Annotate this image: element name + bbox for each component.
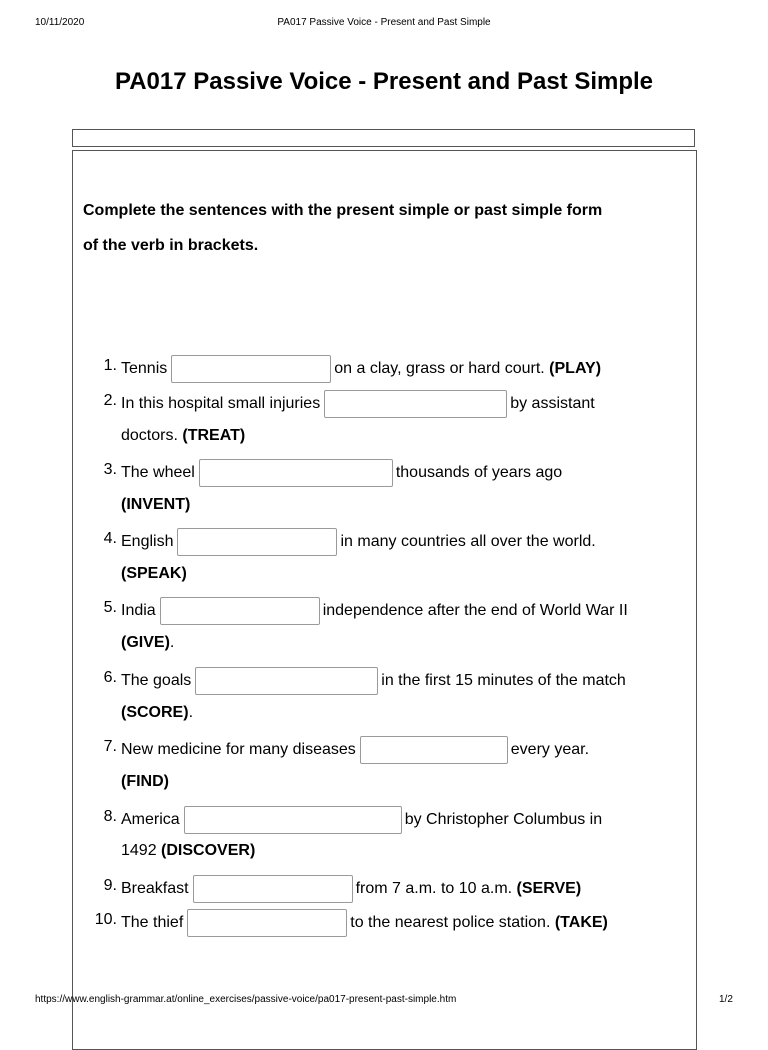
- item-number: 7.: [103, 738, 117, 755]
- item-number: 3.: [103, 461, 117, 478]
- item-text-before: India: [121, 602, 156, 620]
- item-verb: (TAKE): [554, 914, 608, 932]
- print-header-title: PA017 Passive Voice - Present and Past Simple: [277, 17, 491, 28]
- instructions-line-2: of the verb in brackets.: [83, 237, 259, 254]
- item-verb: (TREAT): [182, 427, 246, 444]
- page-title: PA017 Passive Voice - Present and Past Simple: [114, 68, 654, 95]
- print-footer-url: https://www.english-grammar.at/online_exercises/passive-voice/pa017-present-past-simple.htm: [35, 994, 457, 1005]
- item-text-before: English: [121, 533, 174, 551]
- item-verb: (FIND): [121, 773, 169, 790]
- item-text-cont: doctors.: [121, 427, 178, 444]
- answer-input-3[interactable]: [199, 459, 393, 487]
- answer-input-7[interactable]: [360, 736, 508, 764]
- item-text-cont: 1492: [121, 842, 157, 859]
- item-text-after: thousands of years ago: [395, 464, 563, 482]
- instructions: [83, 193, 693, 263]
- item-text-after: by Christopher Columbus in: [404, 811, 603, 829]
- item-number: 9.: [103, 877, 117, 894]
- item-text-before: Tennis: [121, 360, 168, 378]
- item-text-after: to the nearest police station.: [350, 914, 551, 932]
- item-text-before: New medicine for many diseases: [121, 741, 356, 759]
- print-page-number: 1/2: [719, 994, 733, 1005]
- item-text-after: in many countries all over the world.: [340, 533, 596, 551]
- item-number: 5.: [103, 599, 117, 616]
- item-text-after: by assistant: [510, 395, 595, 413]
- instructions-line-1: Complete the sentences with the present simple or past simple form: [83, 202, 603, 219]
- item-verb: (SCORE): [121, 704, 189, 721]
- item-text-before: The thief: [121, 914, 184, 932]
- item-text-before: In this hospital small injuries: [121, 395, 321, 413]
- item-verb: (DISCOVER): [161, 842, 256, 859]
- print-date: 10/11/2020: [35, 17, 85, 28]
- item-tail: .: [188, 704, 194, 721]
- item-text-after: from 7 a.m. to 10 a.m.: [355, 880, 513, 898]
- item-verb: (SPEAK): [121, 565, 187, 582]
- item-text-before: America: [121, 811, 180, 829]
- answer-input-2[interactable]: [324, 390, 507, 418]
- answer-input-1[interactable]: [171, 355, 331, 383]
- item-tail: .: [169, 634, 175, 651]
- item-text-after: every year.: [510, 741, 590, 759]
- item-number: 4.: [103, 530, 117, 547]
- header-box: [72, 129, 695, 147]
- answer-input-9[interactable]: [193, 875, 353, 903]
- item-text-before: The goals: [121, 672, 192, 690]
- item-number: 8.: [103, 808, 117, 825]
- item-verb: (PLAY): [549, 360, 602, 378]
- item-text-before: The wheel: [121, 464, 195, 482]
- item-text-after: independence after the end of World War II: [322, 602, 628, 620]
- answer-input-6[interactable]: [195, 667, 378, 695]
- answer-input-4[interactable]: [177, 528, 337, 556]
- item-text-before: Breakfast: [121, 880, 189, 898]
- item-text-after: on a clay, grass or hard court.: [334, 360, 545, 378]
- item-number: 2.: [103, 392, 117, 409]
- answer-input-8[interactable]: [184, 806, 402, 834]
- answer-input-10[interactable]: [187, 909, 347, 937]
- item-text-after: in the first 15 minutes of the match: [381, 672, 626, 690]
- item-verb: (SERVE): [516, 880, 582, 898]
- item-verb: (INVENT): [121, 496, 191, 513]
- item-number: 6.: [103, 669, 117, 686]
- item-verb: (GIVE): [121, 634, 170, 651]
- answer-input-5[interactable]: [160, 597, 320, 625]
- item-number: 1.: [103, 357, 117, 374]
- item-number: 10.: [94, 911, 117, 928]
